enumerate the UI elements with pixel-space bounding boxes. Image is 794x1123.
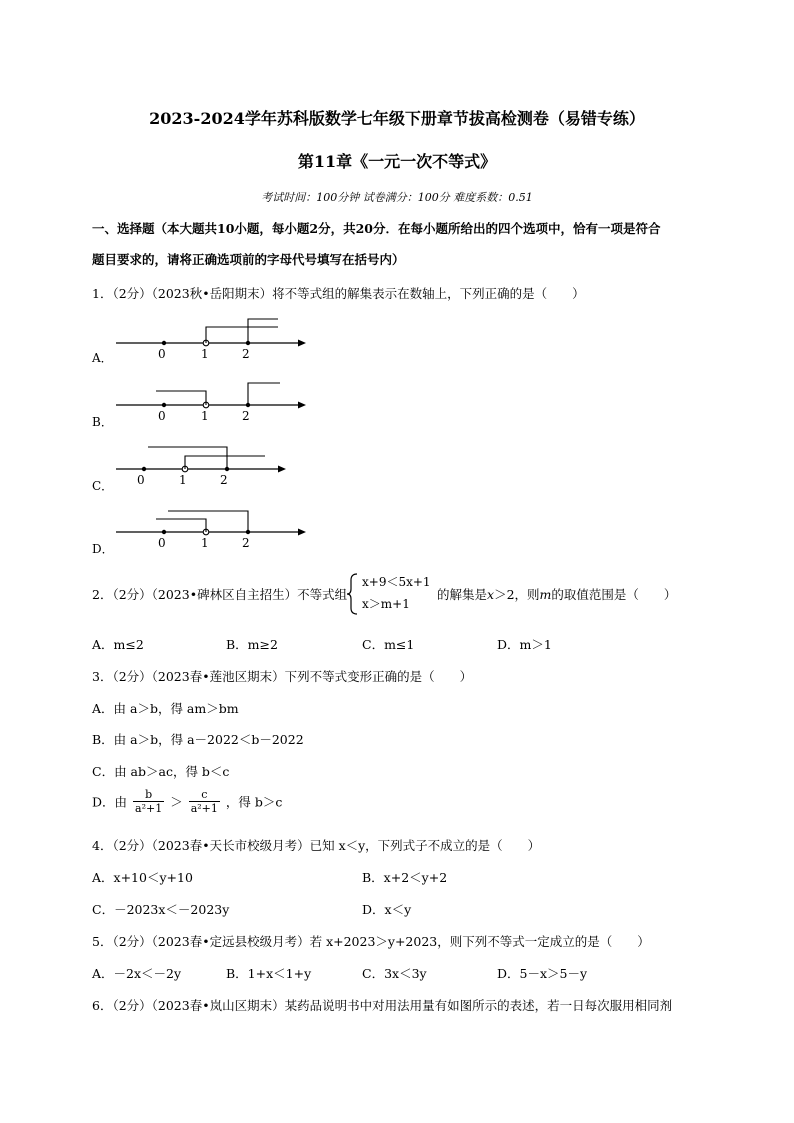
q1-option-d-numberline <box>110 503 310 553</box>
q5-option-c: C．3x＜3y <box>362 966 427 981</box>
q5-option-a: A．－2x＜－2y <box>92 966 182 981</box>
q1-option-a-label: A． <box>92 351 113 365</box>
tick-0: 0 <box>158 536 166 550</box>
section-heading-line1: 一、选择题（本大题共10小题，每小题2分，共20分．在每小题所给出的四个选项中，恰有一项是符合 <box>92 221 661 236</box>
tick-2: 2 <box>242 409 250 423</box>
fraction-1: $\frac{b}{\text{a²+1}}$ <box>135 788 163 815</box>
q2-option-d: D．m＞1 <box>497 637 552 652</box>
q3-option-a: A．由 a＞b，得 am＞bm <box>92 701 239 716</box>
question-2-stem-prefix: 2．（2分）（2023•碑林区自主招生）不等式组 <box>92 587 348 602</box>
q1-option-b-numberline <box>110 378 310 428</box>
tick-1: 1 <box>179 473 187 487</box>
tick-2: 2 <box>220 473 228 487</box>
exam-meta: 考试时间：100分钟 试卷满分：100分 难度系数：0.51 <box>261 191 533 204</box>
tick-2: 2 <box>242 347 250 361</box>
q1-option-c-numberline <box>110 441 310 491</box>
q3-option-b: B．由 a＞b，得 a－2022＜b－2022 <box>92 732 304 747</box>
tick-1: 1 <box>201 409 209 423</box>
q3-option-c: C．由 ab＞ac，得 b＜c <box>92 764 230 779</box>
q4-option-a: A．x+10＜y+10 <box>92 870 193 885</box>
q1-option-a-numberline <box>110 315 310 365</box>
q1-option-d-label: D． <box>92 542 114 556</box>
question-6-stem: 6．（2分）（2023春•岚山区期末）某药品说明书中对用法用量有如图所示的表述，若一日每次服用相同剂 <box>92 998 673 1013</box>
fraction-2: $\frac{c}{\text{a²+1}}$ <box>190 788 218 815</box>
q1-option-c-label: C． <box>92 479 114 493</box>
q5-option-b: B．1+x＜1+y <box>226 966 312 981</box>
system-equation-2: x＞m+1 <box>362 597 410 611</box>
q1-option-b-label: B． <box>92 415 113 429</box>
question-4-stem: 4．（2分）（2023春•天长市校级月考）已知 x＜y，下列式子不成立的是（ ） <box>92 838 541 853</box>
question-1-stem: 1．（2分）（2023秋•岳阳期末）将不等式组的解集表示在数轴上，下列正确的是（ ） <box>92 286 585 301</box>
q2-option-b: B．m≥2 <box>226 637 278 652</box>
q4-option-d: D．x＜y <box>362 902 412 917</box>
question-2-stem-suffix: 的解集是x＞2，则m的取值范围是（ ） <box>437 587 677 602</box>
q4-option-c: C．－2023x＜－2023y <box>92 902 230 917</box>
tick-1: 1 <box>201 536 209 550</box>
paper-title: 2023-2024学年苏科版数学七年级下册章节拔高检测卷（易错专练） <box>149 109 645 128</box>
question-3-stem: 3．（2分）（2023春•莲池区期末）下列不等式变形正确的是（ ） <box>92 669 473 684</box>
tick-0: 0 <box>137 473 145 487</box>
tick-1: 1 <box>201 347 209 361</box>
tick-0: 0 <box>158 409 166 423</box>
system-brace <box>346 572 360 616</box>
q5-option-d: D．5－x＞5－y <box>497 966 588 981</box>
tick-0: 0 <box>158 347 166 361</box>
chapter-title: 第11章《一元一次不等式》 <box>297 152 497 171</box>
q3-option-d: D．由 $\frac{b}{\text{a²+1}}$ ＞ $\frac{c}{\text{a²+1}}$ ，得 b＞c <box>92 788 283 815</box>
tick-2: 2 <box>242 536 250 550</box>
question-5-stem: 5．（2分）（2023春•定远县校级月考）若 x+2023＞y+2023，则下列不等式一定成立的是（ ） <box>92 934 650 949</box>
section-heading-line2: 题目要求的，请将正确选项前的字母代号填写在括号内） <box>92 252 405 267</box>
q2-option-c: C．m≤1 <box>362 637 415 652</box>
q4-option-b: B．x+2＜y+2 <box>362 870 448 885</box>
system-equation-1: x+9＜5x+1 <box>362 575 431 589</box>
q2-option-a: A．m≤2 <box>92 637 144 652</box>
